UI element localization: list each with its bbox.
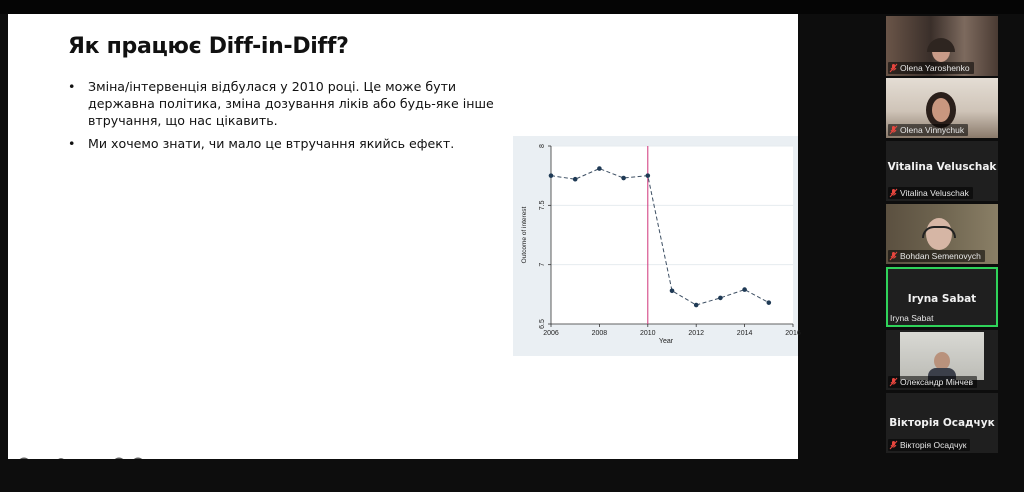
muted-mic-icon xyxy=(890,64,897,73)
participant-name: Вікторія Осадчук xyxy=(900,440,967,450)
participant-tile[interactable] xyxy=(886,330,998,390)
muted-mic-icon xyxy=(890,378,897,387)
participant-face xyxy=(932,98,950,122)
bullet-symbol: • xyxy=(68,136,76,151)
participant-display-name: Вікторія Осадчук xyxy=(889,417,995,429)
x-axis-label: Year xyxy=(658,338,674,345)
participant-name: Vitalina Veluschak xyxy=(900,188,969,198)
window-bottom-bar xyxy=(0,459,1024,492)
shared-slide xyxy=(8,14,801,459)
participant-name: Olena Yaroshenko xyxy=(900,63,970,73)
x-tick-label: 2010 xyxy=(640,330,656,337)
data-point xyxy=(767,300,772,305)
data-point xyxy=(597,166,602,171)
muted-mic-icon xyxy=(890,126,897,135)
y-axis-label: Outcome of interest xyxy=(521,206,528,264)
data-point xyxy=(646,173,651,178)
x-tick-label: 2016 xyxy=(785,330,801,337)
participant-tile[interactable] xyxy=(886,393,998,453)
muted-mic-icon xyxy=(890,189,897,198)
bullet-text: Зміна/інтервенція відбулася у 2010 році. Це може бути державна політика, зміна дозування ліків або будь-яке інше втручання, що нас цікавить. xyxy=(88,79,494,128)
bullet-item xyxy=(68,78,508,129)
data-point xyxy=(573,177,578,182)
bullet-symbol: • xyxy=(68,79,76,94)
data-point xyxy=(670,288,675,293)
participant-nametag xyxy=(888,250,985,262)
y-tick-label: 6.5 xyxy=(539,319,546,329)
y-tick-label: 7.5 xyxy=(539,200,546,211)
participant-nametag xyxy=(888,124,968,136)
y-tick-label: 8 xyxy=(539,144,546,148)
participant-name: Bohdan Semenovych xyxy=(900,251,981,261)
bullet-text: Ми хочемо знати, чи мало це втручання якийсь ефект. xyxy=(88,136,455,151)
participant-tile[interactable] xyxy=(886,78,998,138)
bullet-item xyxy=(68,135,508,152)
data-point xyxy=(621,176,626,181)
chart-svg xyxy=(513,136,801,356)
diff-in-diff-chart xyxy=(513,136,801,356)
participant-display-name: Vitalina Veluschak xyxy=(887,161,997,173)
muted-mic-icon xyxy=(890,252,897,261)
x-tick-label: 2014 xyxy=(736,330,753,337)
participant-tile[interactable] xyxy=(886,16,998,76)
muted-mic-icon xyxy=(890,441,897,450)
participant-nametag xyxy=(888,187,973,199)
y-tick-label: 7 xyxy=(539,262,546,267)
participant-nametag xyxy=(888,439,970,451)
participant-tile[interactable] xyxy=(886,204,998,264)
participant-nametag xyxy=(888,376,977,388)
participant-display-name: Iryna Sabat xyxy=(907,293,977,305)
participant-nametag xyxy=(888,312,937,324)
data-point xyxy=(549,173,554,178)
data-point xyxy=(742,287,747,292)
data-point xyxy=(694,303,699,308)
x-tick-label: 2008 xyxy=(591,330,608,337)
participant-tile-active-speaker[interactable] xyxy=(886,267,998,327)
bullet-list xyxy=(68,78,508,158)
participant-name: Iryna Sabat xyxy=(890,313,934,323)
data-point xyxy=(718,296,723,301)
x-tick-label: 2012 xyxy=(688,330,704,337)
headset-icon xyxy=(922,226,956,238)
x-tick-label: 2006 xyxy=(543,330,559,337)
slide-title: Як працює Diff-in-Diff? xyxy=(68,34,349,59)
window-top-bar xyxy=(0,0,1024,14)
participant-tile[interactable] xyxy=(886,141,998,201)
plot-area xyxy=(551,146,793,324)
participant-name: Olena Vinnychuk xyxy=(900,125,965,135)
participant-nametag xyxy=(888,62,974,74)
participant-name: Олександр Мінчев xyxy=(900,377,974,387)
